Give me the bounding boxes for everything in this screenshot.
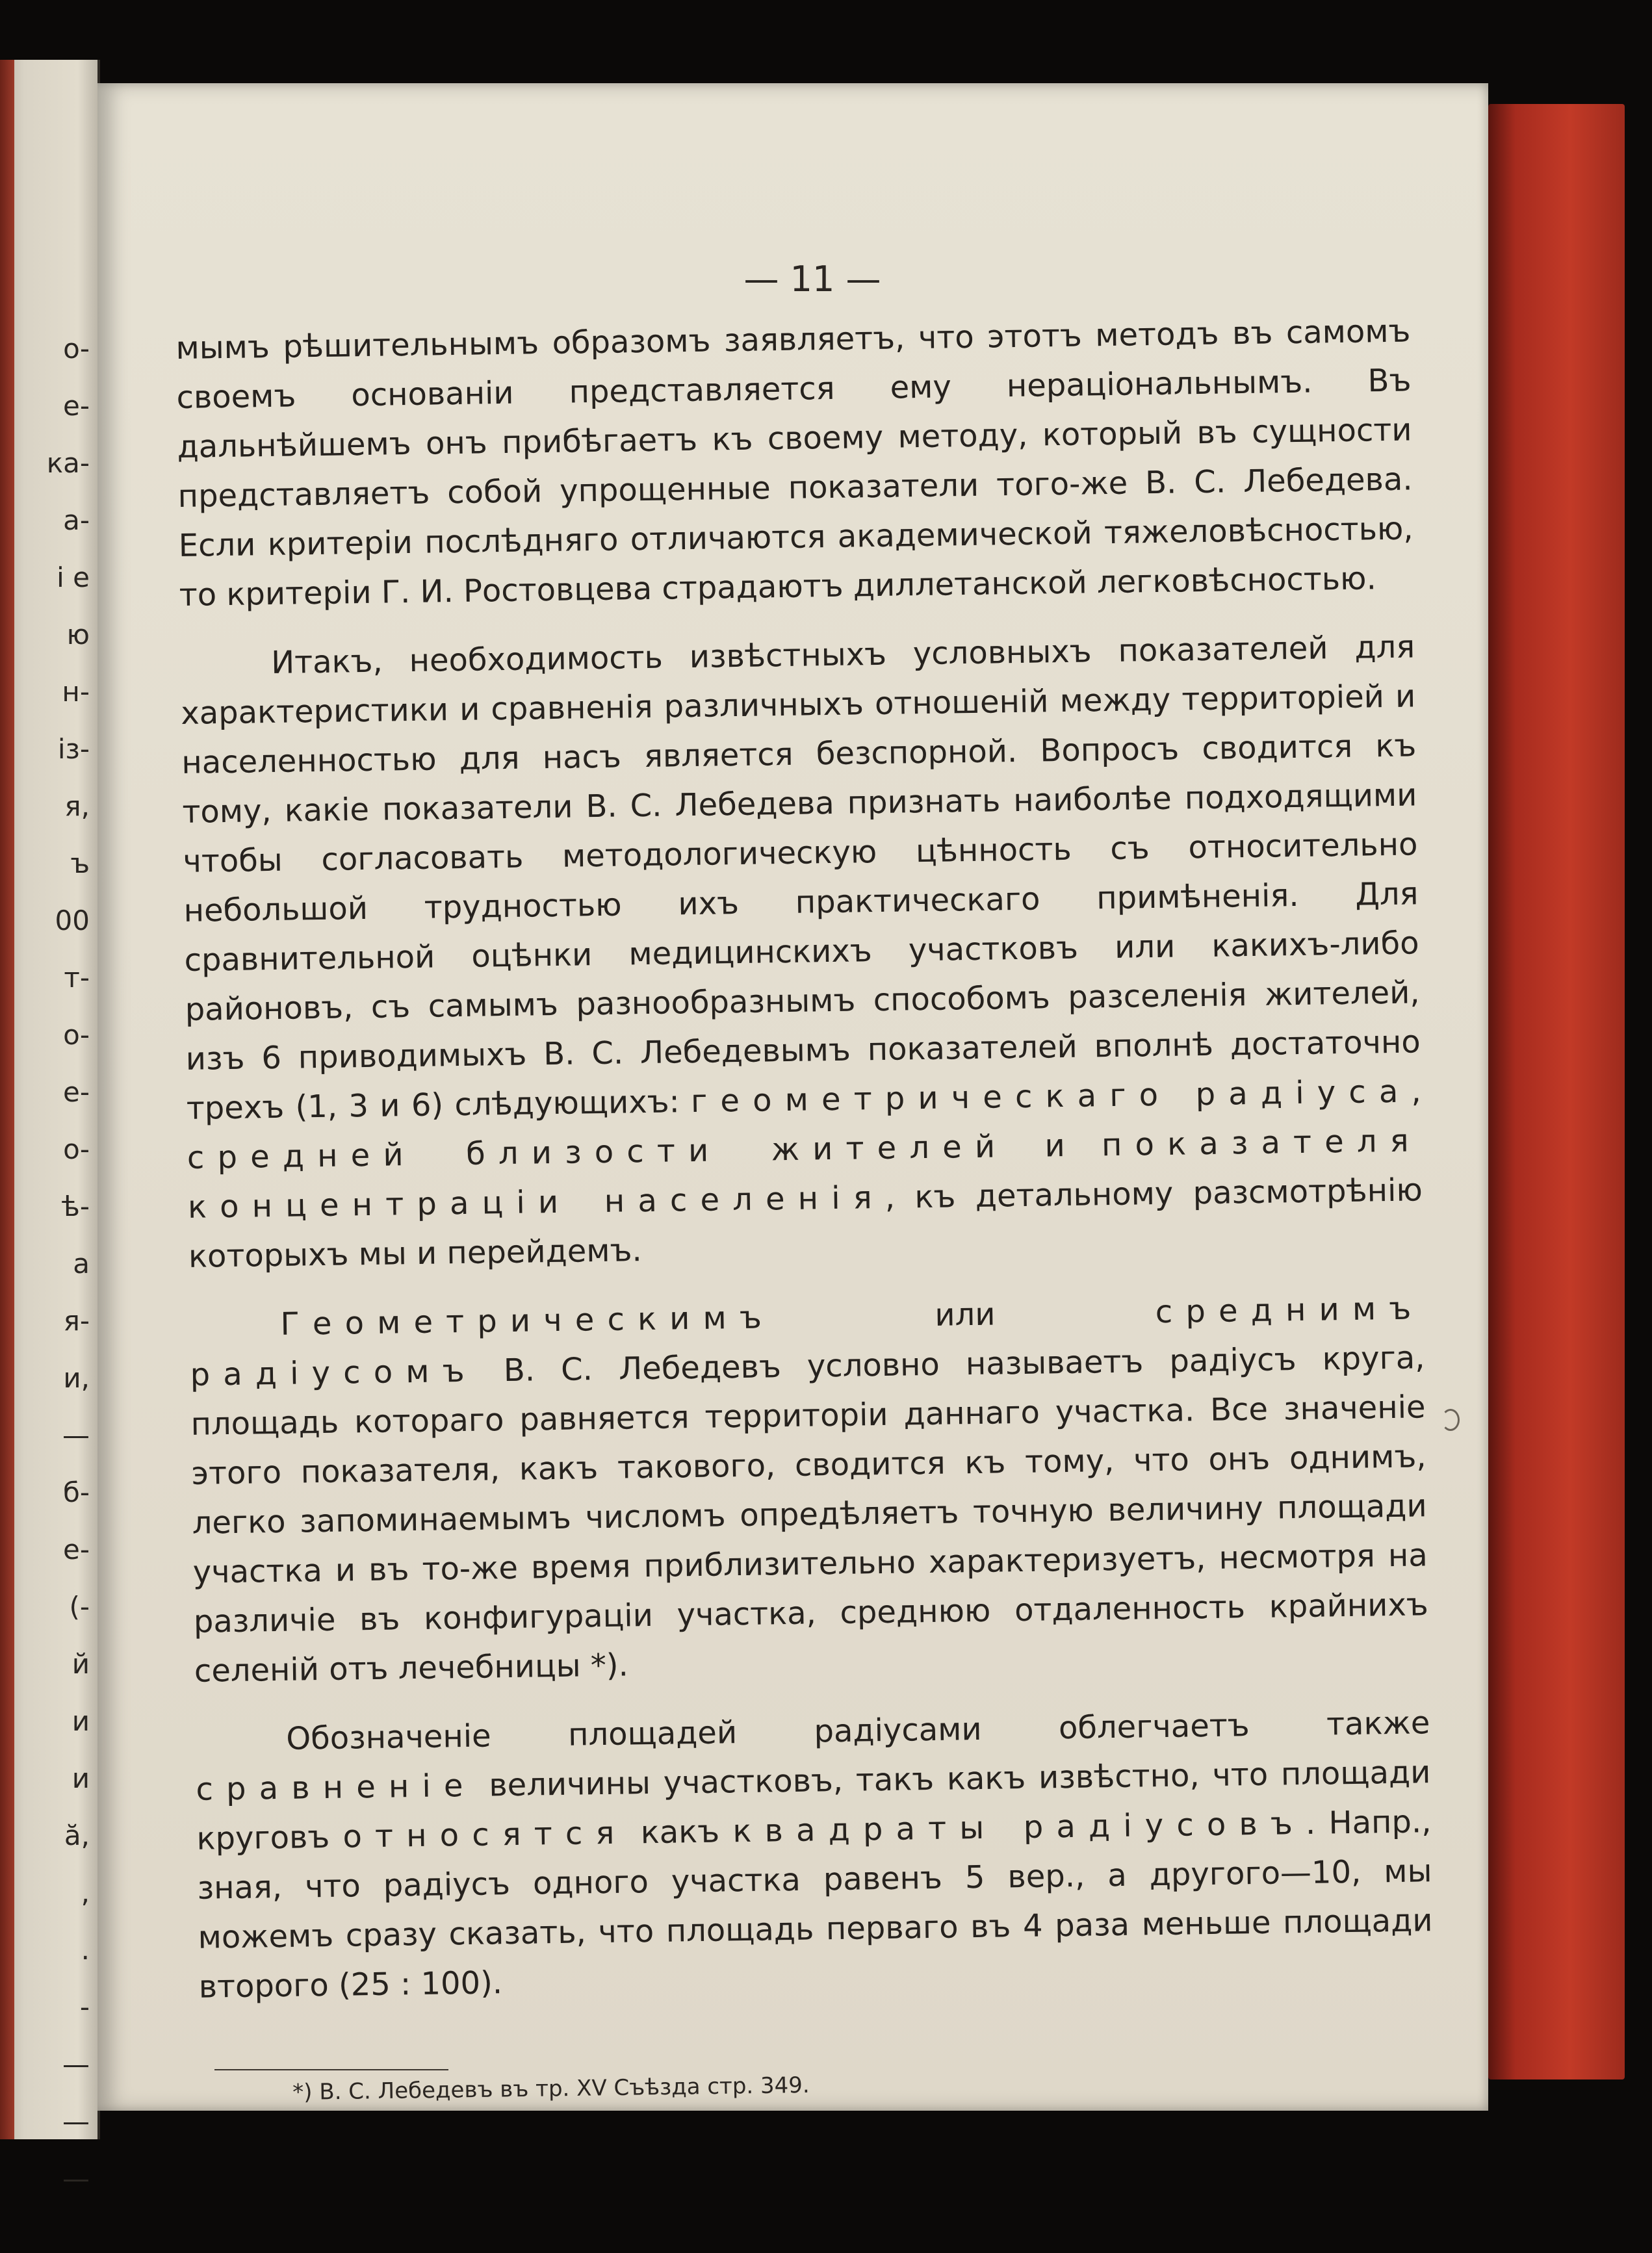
left-page-fragment: я- (63, 1305, 90, 1337)
spaced-term: средней близости жителей (187, 1128, 1009, 1176)
left-page-fragment: — (62, 2048, 90, 2080)
footnote: *) В. С. Лебедевъ въ тр. XV Съѣзда стр. 349. (292, 2072, 810, 2105)
left-page-fragment: е- (63, 1534, 90, 1565)
spaced-term: относятся (342, 1814, 628, 1855)
left-page-fragment: а- (63, 504, 90, 536)
left-page-fragment: о- (63, 1019, 90, 1051)
left-page-fragment: я, (64, 790, 90, 822)
left-page-fragment: б- (62, 1476, 90, 1508)
left-page-fragment: о- (63, 333, 90, 365)
left-page-fragment: ъ (70, 847, 90, 879)
left-page-fragment: і е (57, 561, 90, 593)
left-page-fragment: н- (62, 676, 90, 708)
left-page-fragment: — (62, 2105, 90, 2137)
left-page-fragment: , (81, 1877, 90, 1909)
left-page-fragment: . (81, 1934, 90, 1966)
left-page-fragment: и (71, 1705, 90, 1737)
left-page-fragment: е- (63, 1076, 90, 1108)
paper-speck (1441, 1409, 1460, 1431)
left-page-fragment: е- (63, 390, 90, 422)
left-page-fragment: и (71, 1762, 90, 1794)
left-page-fragment: 00 (55, 905, 90, 936)
spaced-term: Геометрическимъ (280, 1299, 775, 1343)
left-page-fragment: а (73, 1248, 90, 1280)
left-page-fragment: ӑ, (64, 1820, 90, 1851)
left-page-fragment: й (71, 1648, 90, 1680)
book-cover (1488, 104, 1625, 2079)
left-page-fragment: - (79, 1991, 90, 2023)
page-number: — 11 — (743, 259, 881, 300)
paragraph-3: Геометрическимъ или среднимъ радіусомъ В. С. Лебедевъ условно называетъ радіусъ круга, площадь котораго равняется территоріи даннаго участка. Все значеніе этого показателя, какъ такового, сводится къ тому, что онъ однимъ, легко запоминаемымъ числомъ опредѣляетъ точную величину площади участка и въ то-же время приблизительно характеризуетъ, несмотря на различіе въ конфигураціи участка, среднюю отдаленность крайнихъ селеній отъ лечебницы *). (190, 1290, 1429, 1690)
left-page-fragment: (- (69, 1591, 90, 1623)
left-page-fragment: із- (57, 733, 90, 765)
left-page-fragment: — (62, 1419, 90, 1451)
spaced-term: показателя концентраціи населенія (187, 1122, 1423, 1226)
left-page-fragment: о- (63, 1133, 90, 1165)
paragraph-2: Итакъ, необходимость извѣстныхъ условныхъ показателей для характеристики и сравненія различныхъ отношеній между территоріей и населенностью для насъ является безспорной. Вопросъ сводится къ тому, какіе показатели В. С. Лебедева признать наиболѣе подходящими чтобы согласовать методологическую цѣнность съ относительно небольшой трудностью ихъ практическаго примѣненія. Для сравнительной оцѣнки медицинскихъ участковъ или какихъ-либо районовъ, съ самымъ разнообразнымъ способомъ разселенія жителей, изъ 6 приводимыхъ В. С. Лебедевымъ показателей вполнѣ достаточно трехъ (1, 3 и 6) слѣдующихъ: геометрическаго радіуса, средней близости жителей и показателя концентраціи населенія, къ детальному разсмотрѣнію которыхъ мы и перейдемъ. (180, 628, 1423, 1275)
left-page-fragment: — (62, 2163, 90, 2195)
book-page (97, 83, 1488, 2111)
spaced-term: квадраты радіусовъ (732, 1805, 1306, 1850)
paragraph-4: Обозначеніе площадей радіусами облегчаетъ также сравненіе величины участковъ, такъ какъ извѣстно, что площади круговъ относятся какъ квадраты радіусовъ. Напр., зная, что радіусъ одного участка равенъ 5 вер., а другого—10, мы можемъ сразу сказать, что площадь перваго въ 4 раза меньше площади второго (25 : 100). (196, 1705, 1433, 2005)
left-page-fragment: ѣ- (61, 1191, 90, 1222)
left-page-fragment: т- (64, 962, 90, 994)
left-book-edge (0, 60, 14, 2139)
spaced-term: геометрическаго радіуса (690, 1073, 1412, 1120)
left-page-fragment: ю (66, 619, 90, 650)
left-page-fragment: и, (63, 1362, 90, 1394)
paragraph-1: мымъ рѣшительнымъ образомъ заявляетъ, что этотъ методъ въ самомъ своемъ основаніи представляется ему нераціональнымъ. Въ дальнѣйшемъ онъ прибѣгаетъ къ своему методу, который въ сущности представляетъ собой упрощенные показатели того-же В. С. Лебедева. Если критеріи послѣдняго отличаются академической тяжеловѣсностью, то критеріи Г. И. Ростовцева страдаютъ диллетанской легковѣсностью. (175, 313, 1413, 613)
spaced-term: среднимъ радіусомъ (190, 1290, 1425, 1393)
left-facing-page (0, 60, 100, 2195)
footnote-rule (214, 2069, 448, 2070)
spaced-term: сравненіе (196, 1767, 477, 1808)
left-page-fragment: ка- (46, 447, 90, 479)
body-text (175, 306, 1434, 2031)
